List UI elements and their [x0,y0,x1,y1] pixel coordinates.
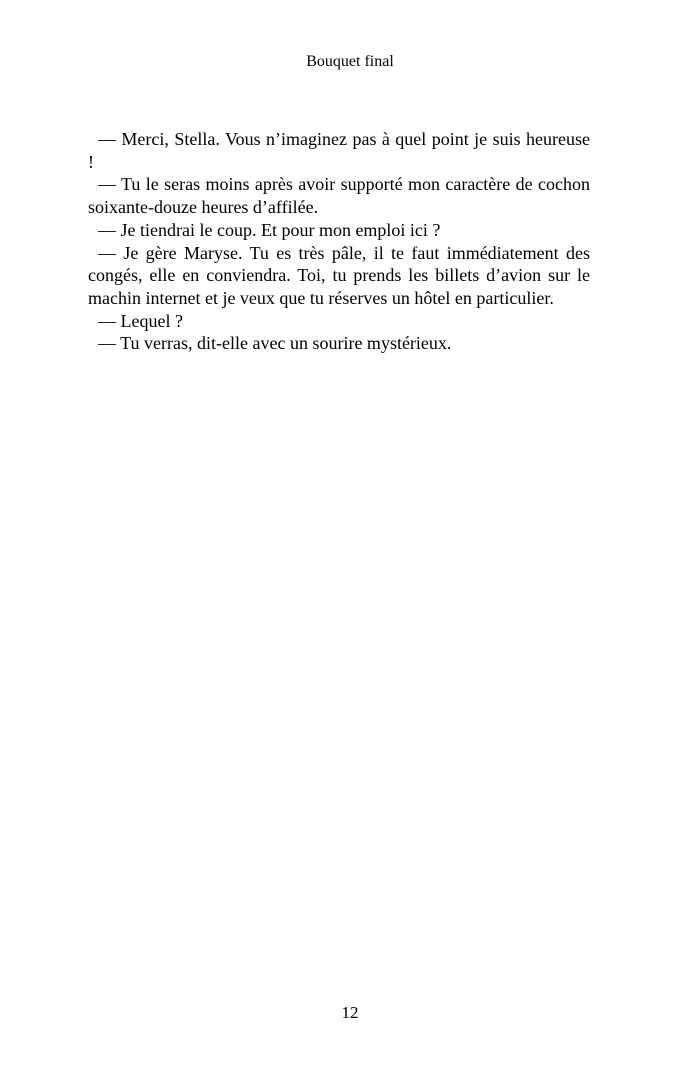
dialogue-paragraph: — Je gère Maryse. Tu es très pâle, il te faut immédiatement des congés, elle en conviendra. Toi, tu prends les billets d’avion sur le machin internet et je veux que tu réserves un hôtel en particulier. [88,242,590,308]
dialogue-paragraph: — Merci, Stella. Vous n’imaginez pas à quel point je suis heureuse ! [88,129,590,172]
dialogue-paragraph: — Tu le seras moins après avoir supporté mon caractère de cochon soixante-douze heures d’affilée. [88,174,590,218]
body-text [88,128,590,355]
page-number: 12 [341,1003,359,1022]
dialogue-paragraph: — Lequel ? [98,310,183,331]
dialogue-paragraph: — Tu verras, dit-elle avec un sourire mystérieux. [98,333,452,354]
running-header: Bouquet final [306,53,394,70]
dialogue-paragraph: — Je tiendrai le coup. Et pour mon emploi ici ? [98,219,441,240]
